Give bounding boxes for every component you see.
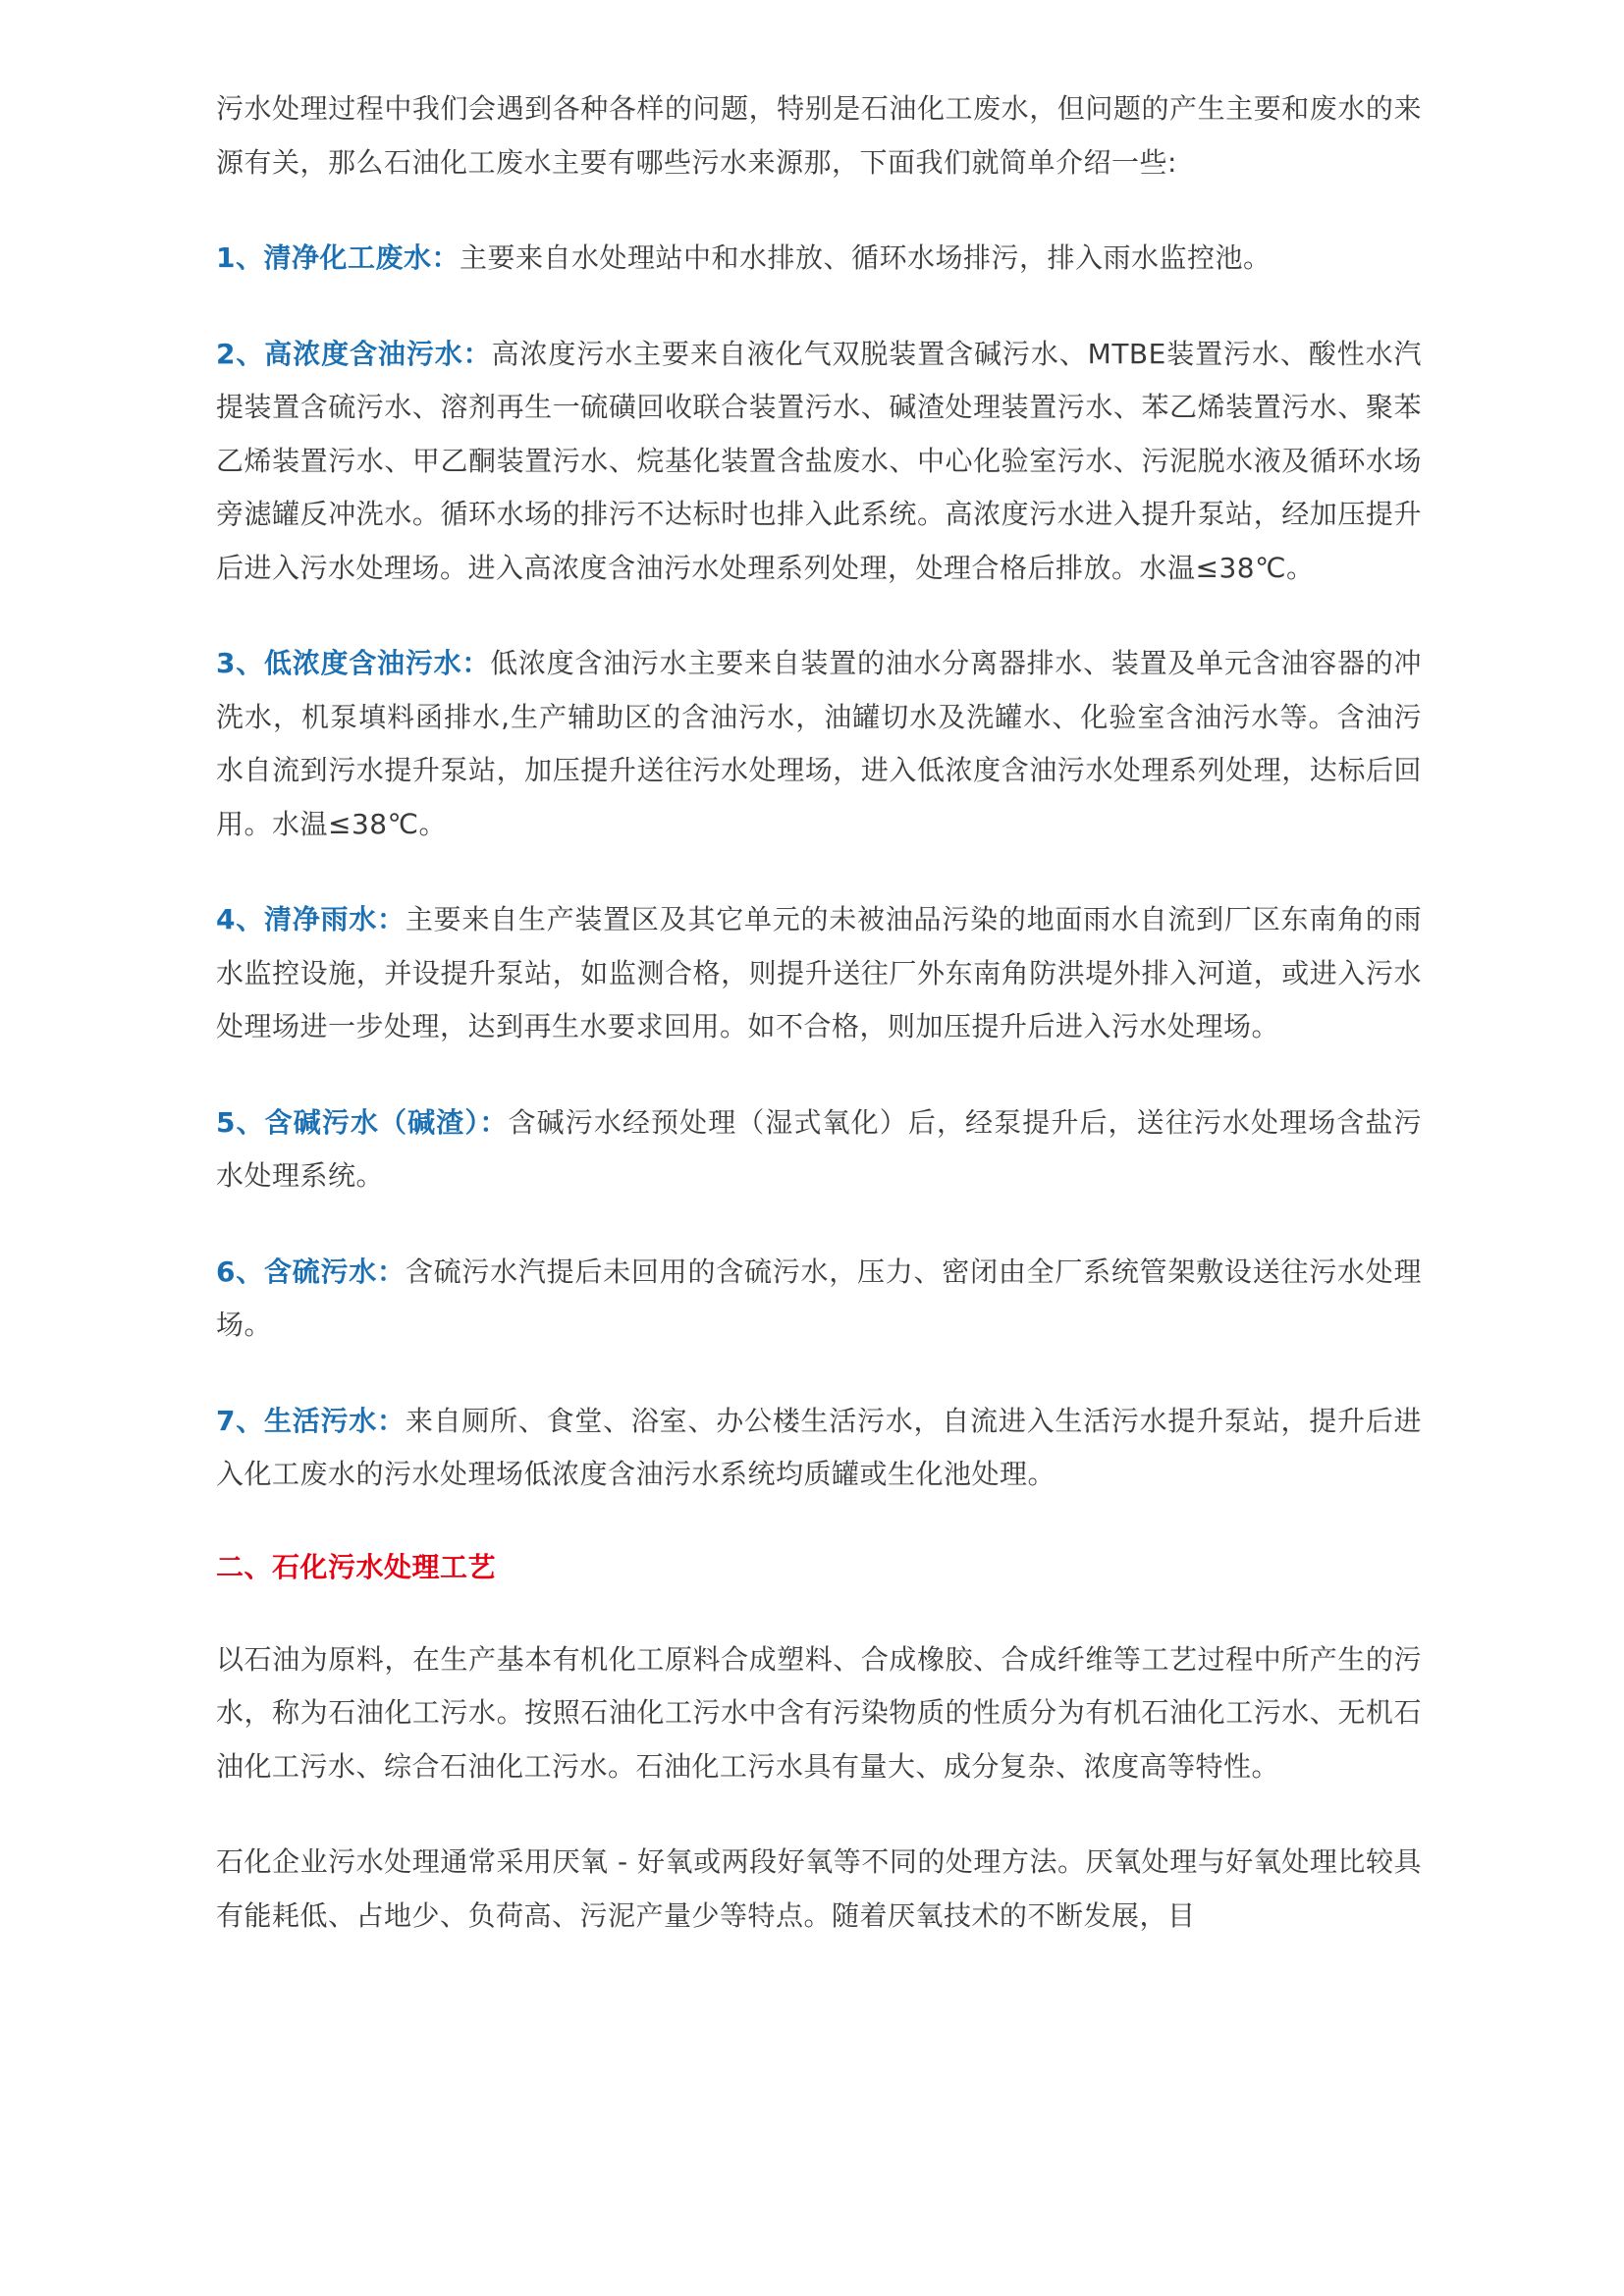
source-label: 3、低浓度含油污水： [216, 647, 491, 679]
intro-paragraph: 污水处理过程中我们会遇到各种各样的问题，特别是石油化工废水，但问题的产生主要和废水的来源有关，那么石油化工废水主要有哪些污水来源那，下面我们就简单介绍一些: [216, 92, 1422, 179]
source-label: 5、含碱污水（碱渣）： [216, 1105, 509, 1139]
source-text: 主要来自水处理站中和水排放、循环水场排污，排入雨水监控池。 [459, 241, 1272, 274]
source-item-4 [216, 893, 1422, 1054]
source-label: 1、清净化工废水： [216, 241, 460, 274]
section-paragraph: 以石油为原料，在生产基本有机化工原料合成塑料、合成橡胶、合成纤维等工艺过程中所产生的污水，称为石油化工污水。按照石油化工污水中含有污染物质的性质分为有机石油化工污水、无机石油化工污水、综合石油化工污水。石油化工污水具有量大、成分复杂、浓度高等特性。 [216, 1642, 1422, 1783]
source-text: 含硫污水汽提后未回用的含硫污水，压力、密闭由全厂系统管架敷设送往污水处理场。 [216, 1255, 1422, 1341]
source-text: 来自厕所、食堂、浴室、办公楼生活污水，自流进入生活污水提升泵站，提升后进入化工废水的污水处理场低浓度含油污水系统均质罐或生化池处理。 [216, 1404, 1422, 1490]
source-item-6 [216, 1246, 1422, 1353]
article-body [216, 82, 1422, 1943]
source-item-7 [216, 1395, 1422, 1502]
source-text: 含碱污水经预处理（湿式氧化）后，经泵提升后，送往污水处理场含盐污水处理系统。 [216, 1105, 1422, 1192]
source-item-3 [216, 637, 1422, 851]
source-text: 高浓度污水主要来自液化气双脱装置含碱污水、MTBE装置污水、酸性水汽提装置含硫污水、溶剂再生一硫磺回收联合装置污水、碱渣处理装置污水、苯乙烯装置污水、聚苯乙烯装置污水、甲乙酮装置污水、烷基化装置含盐废水、中心化验室污水、污泥脱水液及循环水场旁滤罐反冲洗水。循环水场的排污不达标时也排入此系统。高浓度污水进入提升泵站，经加压提升后进入污水处理场。进入高浓度含油污水处理系列处理，处理合格后排放。水温≤38℃。 [216, 337, 1423, 584]
source-text: 低浓度含油污水主要来自装置的油水分离器排水、装置及单元含油容器的冲洗水，机泵填料函排水,生产辅助区的含油污水，油罐切水及洗罐水、化验室含油污水等。含油污水自流到污水提升泵站，加压提升送往污水处理场，进入低浓度含油污水处理系列处理，达标后回用。水温≤38℃。 [216, 647, 1422, 840]
source-item-2 [216, 328, 1422, 596]
source-label: 2、高浓度含油污水： [216, 337, 492, 370]
source-label: 4、清净雨水： [216, 903, 406, 935]
source-label: 7、生活污水： [216, 1404, 406, 1437]
source-item-1 [216, 232, 1422, 286]
source-label: 6、含硫污水： [216, 1255, 406, 1288]
source-item-5 [216, 1096, 1422, 1203]
section-heading: 二、石化污水处理工艺 [216, 1550, 497, 1583]
source-text: 主要来自生产装置区及其它单元的未被油品污染的地面雨水自流到厂区东南角的雨水监控设施，并设提升泵站，如监测合格，则提升送往厂外东南角防洪堤外排入河道，或进入污水处理场进一步处理，达到再生水要求回用。如不合格，则加压提升后进入污水处理场。 [216, 903, 1422, 1042]
section-paragraph: 石化企业污水处理通常采用厌氧 - 好氧或两段好氧等不同的处理方法。厌氧处理与好氧处理比较具有能耗低、占地少、负荷高、污泥产量少等特点。随着厌氧技术的不断发展，目 [216, 1845, 1422, 1932]
